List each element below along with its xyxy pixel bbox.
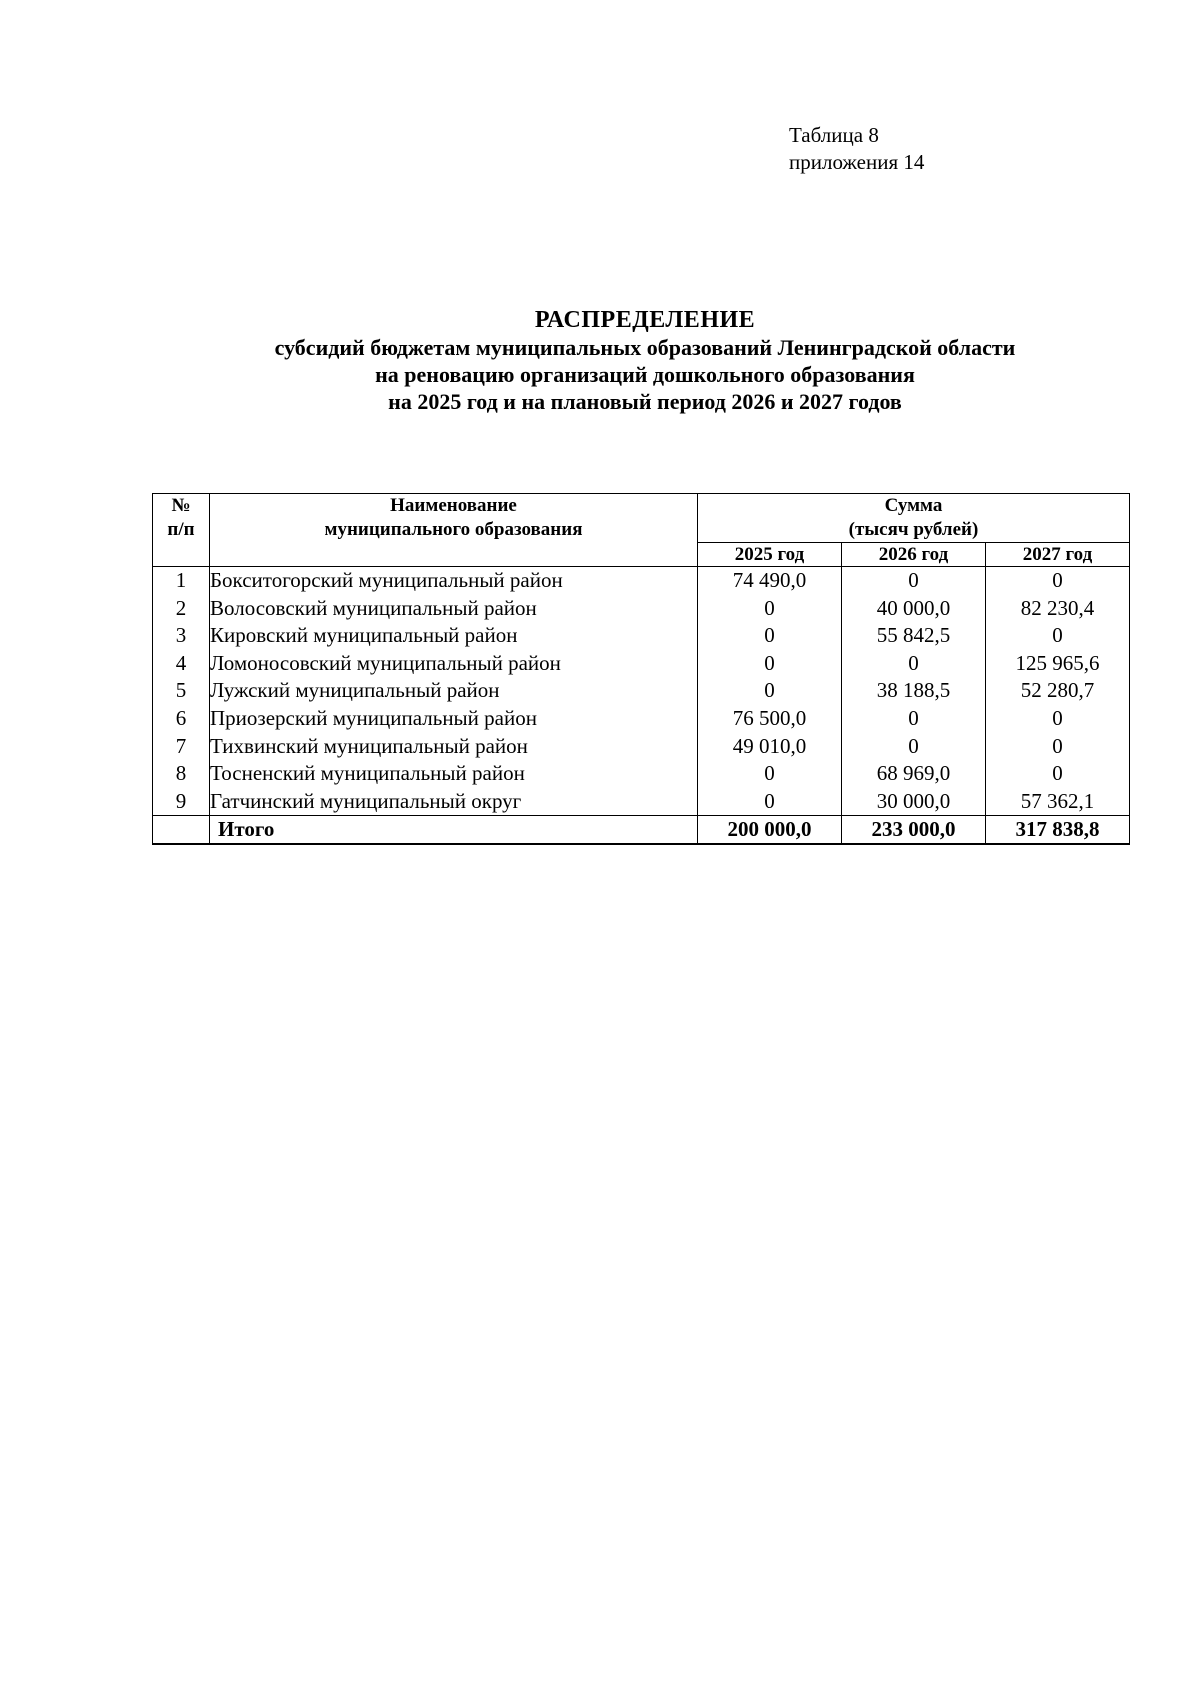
total-2025: 200 000,0 <box>698 816 842 845</box>
municipality-name: Тихвинский муниципальный район <box>210 733 698 761</box>
appendix-number: приложения 14 <box>789 150 925 174</box>
row-number: 3 <box>153 622 210 650</box>
value-2026: 0 <box>842 733 986 761</box>
value-2026: 55 842,5 <box>842 622 986 650</box>
row-number: 8 <box>153 760 210 788</box>
value-2027: 82 230,4 <box>986 595 1130 623</box>
row-number: 2 <box>153 595 210 623</box>
value-2026: 0 <box>842 705 986 733</box>
row-number: 9 <box>153 788 210 816</box>
table-row <box>153 788 1130 816</box>
distribution-table <box>152 493 1130 845</box>
value-2025: 0 <box>698 622 842 650</box>
row-number: 4 <box>153 650 210 678</box>
table-row <box>153 567 1130 595</box>
municipality-name: Бокситогорский муниципальный район <box>210 567 698 595</box>
heading-line-2: на реновацию организаций дошкольного образования <box>375 362 915 387</box>
value-2025: 0 <box>698 595 842 623</box>
value-2025: 76 500,0 <box>698 705 842 733</box>
municipality-name: Лужский муниципальный район <box>210 677 698 705</box>
header-year-2025: 2025 год <box>698 543 842 567</box>
value-2025: 0 <box>698 788 842 816</box>
row-number: 5 <box>153 677 210 705</box>
row-number: 7 <box>153 733 210 761</box>
table-row <box>153 705 1130 733</box>
value-2027: 0 <box>986 567 1130 595</box>
row-number: 6 <box>153 705 210 733</box>
total-label: Итого <box>210 816 698 845</box>
value-2026: 30 000,0 <box>842 788 986 816</box>
value-2026: 0 <box>842 650 986 678</box>
header-year-2026: 2026 год <box>842 543 986 567</box>
value-2025: 0 <box>698 677 842 705</box>
header-year-2027: 2027 год <box>986 543 1130 567</box>
municipality-name: Тосненский муниципальный район <box>210 760 698 788</box>
header-num-line1: № <box>171 495 191 516</box>
document-heading <box>0 307 1200 415</box>
header-name-line1: Наименование <box>390 495 517 516</box>
value-2027: 0 <box>986 705 1130 733</box>
municipality-name: Ломоносовский муниципальный район <box>210 650 698 678</box>
total-num-cell <box>153 816 210 845</box>
row-number: 1 <box>153 567 210 595</box>
municipality-name: Волосовский муниципальный район <box>210 595 698 623</box>
table-row <box>153 650 1130 678</box>
header-sum-line1: Сумма <box>884 495 943 516</box>
value-2025: 0 <box>698 760 842 788</box>
value-2026: 38 188,5 <box>842 677 986 705</box>
value-2025: 74 490,0 <box>698 567 842 595</box>
value-2026: 40 000,0 <box>842 595 986 623</box>
value-2026: 0 <box>842 567 986 595</box>
value-2025: 49 010,0 <box>698 733 842 761</box>
value-2027: 57 362,1 <box>986 788 1130 816</box>
header-name <box>210 494 698 567</box>
header-sum-line2: (тысяч рублей) <box>848 519 979 540</box>
value-2027: 0 <box>986 733 1130 761</box>
municipality-name: Кировский муниципальный район <box>210 622 698 650</box>
table-row <box>153 760 1130 788</box>
table-row <box>153 622 1130 650</box>
table-row <box>153 677 1130 705</box>
header-num <box>153 494 210 567</box>
appendix-reference <box>789 122 924 176</box>
header-sum <box>698 494 1130 543</box>
heading-title: РАСПРЕДЕЛЕНИЕ <box>534 307 756 333</box>
table-row <box>153 595 1130 623</box>
table-row <box>153 733 1130 761</box>
value-2025: 0 <box>698 650 842 678</box>
value-2027: 0 <box>986 622 1130 650</box>
total-2026: 233 000,0 <box>842 816 986 845</box>
value-2027: 52 280,7 <box>986 677 1130 705</box>
value-2026: 68 969,0 <box>842 760 986 788</box>
value-2027: 125 965,6 <box>986 650 1130 678</box>
municipality-name: Приозерский муниципальный район <box>210 705 698 733</box>
municipality-name: Гатчинский муниципальный округ <box>210 788 698 816</box>
header-num-line2: п/п <box>167 519 195 540</box>
table-number: Таблица 8 <box>789 123 879 147</box>
total-2027: 317 838,8 <box>986 816 1130 845</box>
total-row <box>153 816 1130 845</box>
value-2027: 0 <box>986 760 1130 788</box>
header-name-line2: муниципального образования <box>324 519 583 540</box>
heading-line-1: субсидий бюджетам муниципальных образований Ленинградской области <box>274 335 1016 360</box>
heading-line-3: на 2025 год и на плановый период 2026 и 2027 годов <box>388 389 902 414</box>
